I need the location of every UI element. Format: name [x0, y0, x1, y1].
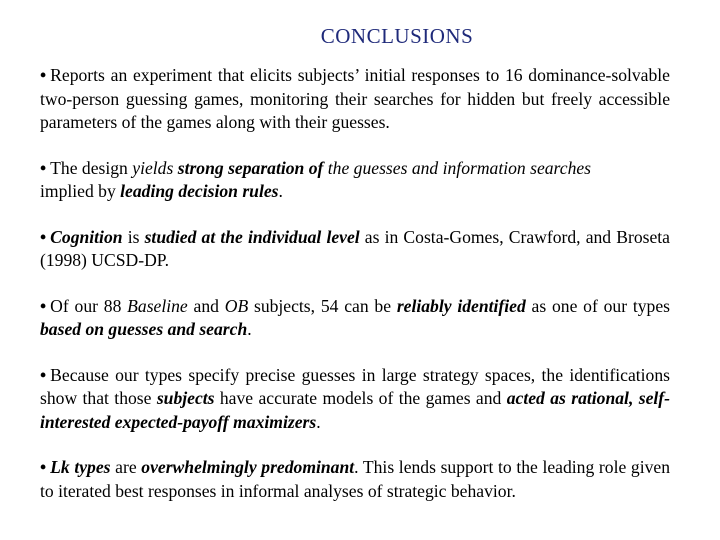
bullet-6-text-b: . This lends support to the leading role given to iterated best responses in informal analyses of strategic behavior. [40, 457, 671, 501]
bullet-1-text: Reports an experiment that elicits subjects’ initial responses to 16 dominance-solvable two-person guessing games, monitoring their searches for hidden but freely accessible parameters of the games along with their guesses. [40, 65, 670, 132]
bullet-4-text-a: Of our 88 [50, 295, 128, 316]
bullet-2-text-b: the guesses and information searches [323, 157, 592, 178]
bullet-4-text-b: and [187, 295, 225, 316]
bullet-2-text-a: The design [50, 157, 133, 178]
bullet-marker: • [40, 157, 47, 178]
bullet-5-text-c: . [316, 411, 321, 432]
bullet-5-rational-maximizers: acted as rational, self-interested expected-payoff maximizers [40, 388, 670, 432]
bullet-6-predominant: overwhelmingly predominant [141, 457, 355, 477]
bullet-4-text-d: as one of our types [525, 295, 670, 316]
bullet-5-subjects: subjects [156, 388, 215, 408]
bullet-3-text-a: is [122, 226, 145, 247]
bullet-4-baseline: Baseline [127, 295, 188, 316]
bullet-marker: • [40, 65, 47, 85]
bullet-5 [40, 364, 670, 435]
bullet-4-reliably-identified: reliably identified [396, 295, 526, 316]
bullet-4-text-c: subjects, 54 can be [248, 295, 397, 316]
bullet-5-text-b: have accurate models of the games and [214, 388, 507, 408]
bullet-3-text-b: as in Costa-Gomes, Crawford, and Broseta (1998) UCSD-DP. [40, 226, 670, 270]
bullet-4-guesses-search: based on guesses and search [40, 319, 248, 339]
bullet-2 [40, 157, 670, 204]
bullet-marker: • [40, 457, 47, 477]
bullet-1 [40, 64, 670, 135]
bullet-2-leading-rules: leading decision rules [120, 181, 279, 201]
bullet-marker: • [40, 226, 47, 247]
bullet-2-text-c: implied by [40, 181, 121, 201]
bullet-3-cognition: Cognition [50, 226, 123, 247]
bullet-6-lk-types: Lk types [50, 457, 111, 477]
bullet-3 [40, 226, 670, 273]
bullet-6-text-a: are [110, 457, 142, 477]
bullet-4 [40, 295, 670, 342]
bullet-marker: • [40, 364, 47, 385]
bullet-2-text-d: . [278, 181, 283, 201]
bullet-2-yields: yields [132, 157, 174, 178]
bullet-3-individual-level: studied at the individual level [144, 226, 360, 247]
bullet-2-strong-separation: strong separation of [177, 157, 324, 178]
bullet-list [40, 64, 670, 525]
bullet-4-text-e: . [247, 319, 252, 339]
slide-title: CONCLUSIONS [320, 24, 474, 48]
bullet-6 [40, 456, 670, 503]
bullet-marker: • [40, 295, 47, 316]
bullet-5-text-a: Because our types specify precise guesses in large strategy spaces, the identifications show that those [40, 364, 670, 408]
bullet-4-ob: OB [224, 295, 249, 316]
